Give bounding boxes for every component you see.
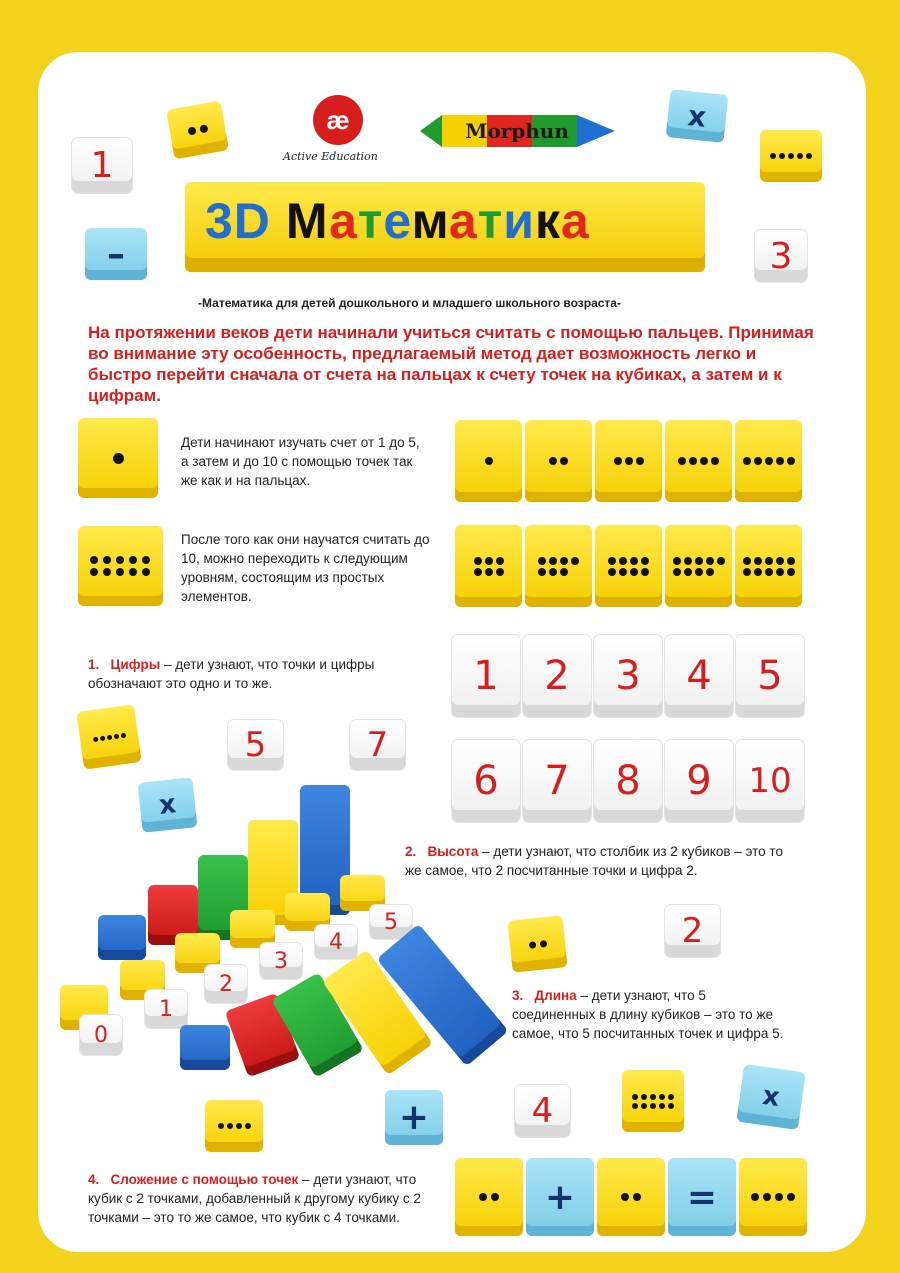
dot-cubes-row-1-5 (455, 420, 805, 505)
digit-label: 10 (748, 761, 792, 801)
step-dots-1-5: Дети начинают изучать счет от 1 до 5, а затем и до 10 с помощью точек так же как и на пальцах. (181, 435, 420, 488)
equals-cube: = (668, 1158, 736, 1236)
digit-label: 7 (544, 758, 570, 804)
digit-cube (736, 635, 804, 717)
brand-name: Morphun (465, 119, 569, 143)
digit-label: 3 (615, 653, 641, 699)
decor-cube-dots-5 (760, 130, 822, 182)
intro-text: На протяжении веков дети начинали учиться считать с помощью пальцев. Принимая во внимание эту особенность, предлагаемый метод дает возможность легко и быстро перейти сначала от счета на пальцах к счету точек на кубиках, а затем и к цифрам. (88, 323, 814, 405)
decor-plus-cube: + (385, 1090, 443, 1145)
decor-times-cube-2: x (138, 777, 198, 832)
digit-label: 5 (757, 653, 783, 699)
decor-times-cube-3: x (736, 1064, 805, 1130)
active-education-logo: æ (313, 95, 363, 145)
digit-cube (665, 740, 733, 822)
decor-digit-7: 7 (350, 720, 405, 770)
dot-cube (595, 420, 662, 502)
sum-cube (739, 1158, 807, 1236)
dot-cube (665, 525, 732, 607)
decor-cube-dots (166, 101, 229, 160)
cube-stacks-illustration: 0 1 2 3 4 5 (60, 785, 530, 1095)
dot-cube (735, 420, 802, 502)
title-prefix: 3D (205, 193, 271, 249)
digit-cube (523, 740, 591, 822)
digit-label: 9 (686, 758, 712, 804)
decor-digit-1: 1 (72, 138, 132, 193)
digit-label: 2 (544, 653, 570, 699)
digit-cubes-row-1-5 (452, 635, 807, 720)
decor-digit-3: 3 (755, 230, 807, 282)
digit-cube (736, 740, 804, 822)
decor-digit-4: 4 (515, 1085, 570, 1137)
logo-caption: Active Education (283, 150, 378, 163)
level-2-text: 2. Высота – дети узнают, что столбик из 2 кубиков – это то же самое, что 2 посчитанные точки и цифра 2. (405, 844, 783, 878)
dot-cube (665, 420, 732, 502)
dot-cube (525, 525, 592, 607)
dot-cube (455, 525, 522, 607)
title-word: Математика (285, 193, 590, 249)
decor-times-cube: x (666, 89, 729, 143)
plus-cube: + (526, 1158, 594, 1236)
page-title (205, 192, 590, 250)
step-dots-10: После того как они научатся считать до 10, можно переходить к следующим уровням, состоящим из простых элементов. (181, 532, 430, 604)
decor-cube-dots-4 (205, 1100, 263, 1152)
digit-cube (594, 635, 662, 717)
decor-cube-dots-2 (507, 915, 567, 972)
digit-label: 1 (473, 653, 499, 699)
digit-cube (452, 635, 520, 717)
dot-cube (595, 525, 662, 607)
digit-cube (523, 635, 591, 717)
digit-cube (665, 635, 733, 717)
addition-cube-row (455, 1158, 807, 1238)
decor-digit-5: 5 (228, 720, 283, 770)
level-3-text: 3. Длина – дети узнают, что 5 соединенных в длину кубиков – это то же самое, что 5 посчитанных точек и цифра 5. (512, 988, 784, 1041)
decor-cube-dots-10 (622, 1070, 684, 1132)
subtitle: -Математика для детей дошкольного и младшего школьного возраста- (198, 296, 621, 310)
ten-dot-cube (78, 526, 163, 606)
digit-cube (594, 740, 662, 822)
addend-1-cube (455, 1158, 523, 1236)
decor-minus-cube: – (85, 228, 147, 280)
single-dot-cube (78, 418, 158, 498)
dot-cube (525, 420, 592, 502)
level-4-text: 4. Сложение с помощью точек – дети узнают, что кубик с 2 точками, добавленный к другому кубику с 2 точками – это то же самое, что кубик с 4 точками. (88, 1172, 421, 1225)
decor-digit-2: 2 (665, 905, 720, 957)
digit-label: 4 (686, 653, 712, 699)
dot-cubes-row-6-10 (455, 525, 805, 610)
morphun-logo (420, 112, 615, 150)
decor-cube-dots-left (76, 704, 142, 770)
dot-cube (735, 525, 802, 607)
digit-label: 6 (473, 758, 499, 804)
dot-cube (455, 420, 522, 502)
addend-2-cube (597, 1158, 665, 1236)
digit-label: 8 (615, 758, 641, 804)
level-1-text: 1. Цифры – дети узнают, что точки и цифры обозначают это одно и то же. (88, 657, 375, 691)
